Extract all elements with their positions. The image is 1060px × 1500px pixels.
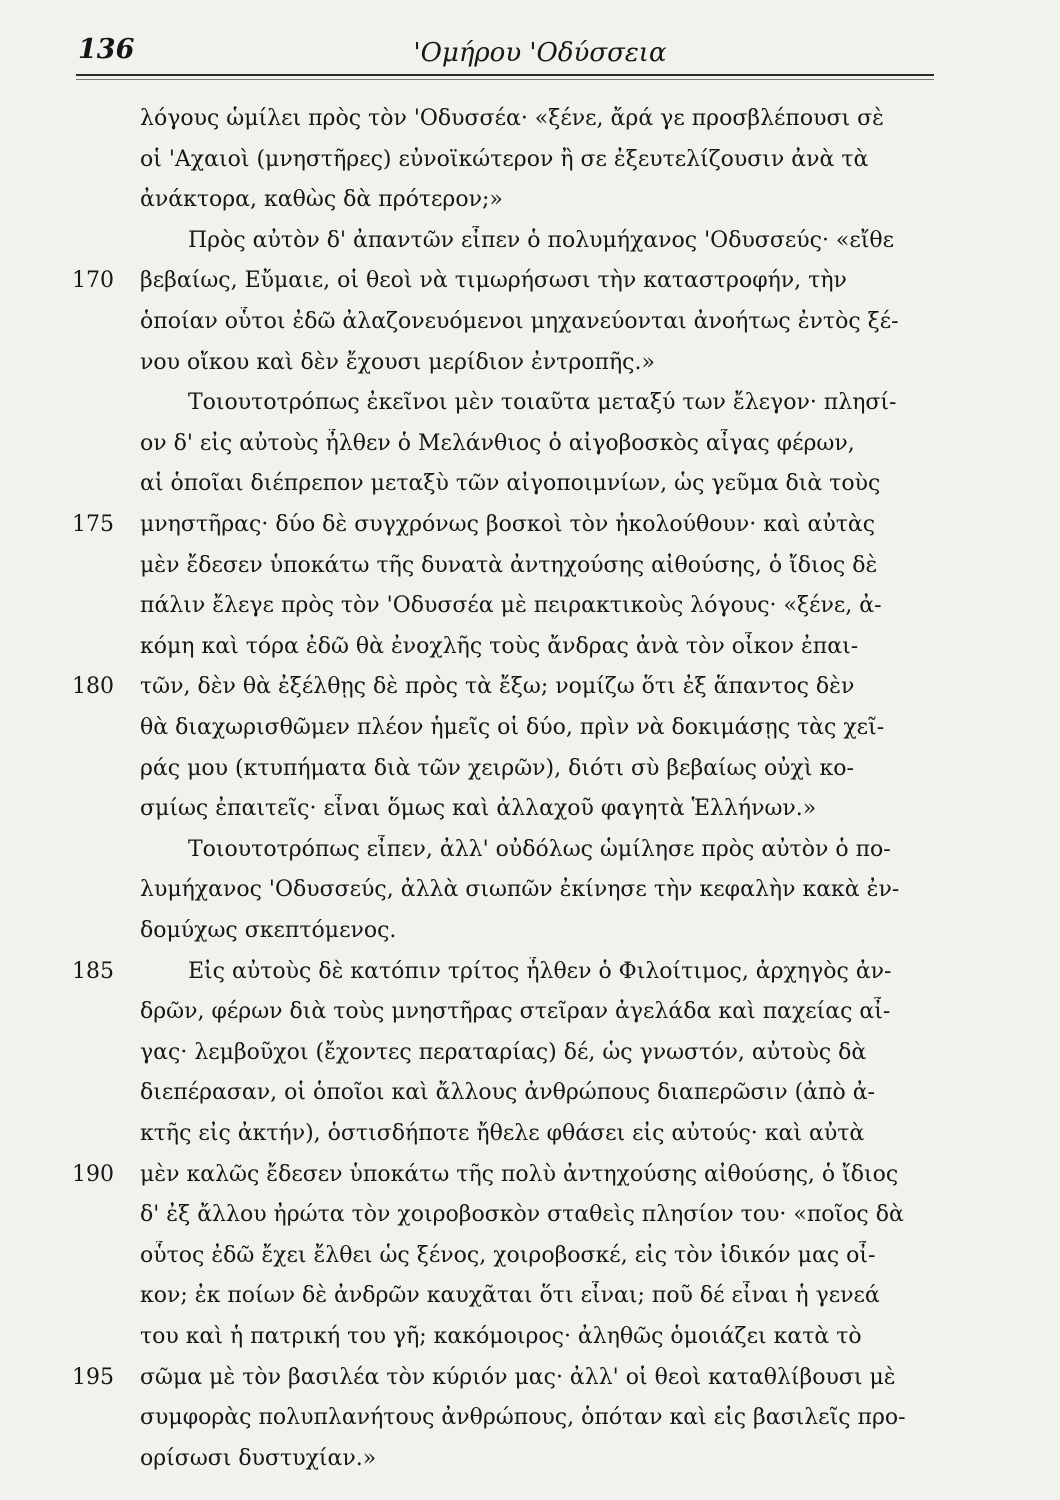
line-number: 195 (72, 1365, 114, 1390)
text-line: νου οἴκου καὶ δὲν ἔχουσι μερίδιον ἐντροπῆς.» (140, 350, 655, 375)
text-line: κον; ἐκ ποίων δὲ ἀνδρῶν καυχᾶται ὅτι εἶναι; ποῦ δέ εἶναι ἡ γενεά (140, 1283, 880, 1308)
text-line: θὰ διαχωρισθῶμεν πλέον ἡμεῖς οἱ δύο, πρὶν νὰ δοκιμάσῃς τὰς χεῖ- (140, 715, 885, 740)
text-line: συμφορὰς πολυπλανήτους ἀνθρώπους, ὁπόταν καὶ εἰς βασιλεῖς προ- (140, 1405, 906, 1430)
header-rule-thin (76, 79, 934, 80)
line-number: 180 (72, 674, 114, 699)
text-line: γας· λεμβοῦχοι (ἔχοντες περαταρίας) δέ, ὡς γνωστόν, αὐτοὺς δὰ (140, 1040, 867, 1065)
text-line: μνηστῆρας· δύο δὲ συγχρόνως βοσκοὶ τὸν ἠκολούθουν· καὶ αὐτὰς (140, 512, 876, 537)
text-line: μὲν ἔδεσεν ὑποκάτω τῆς δυνατὰ ἀντηχούσης αἰθούσης, ὁ ἴδιος δὲ (140, 553, 878, 578)
running-head: 'Ομήρου 'Οδύσσεια (413, 38, 667, 68)
text-line: τῶν, δὲν θὰ ἐξέλθῃς δὲ πρὸς τὰ ἔξω; νομίζω ὅτι ἐξ ἅπαντος δὲν (140, 674, 855, 699)
text-line: αἱ ὁποῖαι διέπρεπον μεταξὺ τῶν αἰγοποιμνίων, ὡς γεῦμα διὰ τοὺς (140, 471, 881, 496)
line-number: 175 (72, 512, 114, 537)
text-line: ον δ' εἰς αὐτοὺς ἦλθεν ὁ Μελάνθιος ὁ αἰγοβοσκὸς αἶγας φέρων, (140, 431, 855, 456)
text-line: δρῶν, φέρων διὰ τοὺς μνηστῆρας στεῖραν ἀγελάδα καὶ παχείας αἶ- (140, 999, 891, 1024)
text-line: σῶμα μὲ τὸν βασιλέα τὸν κύριόν μας· ἀλλ' οἱ θεοὶ καταθλίβουσι μὲ (140, 1365, 896, 1390)
page-number: 136 (78, 34, 135, 65)
text-line: βεβαίως, Εὔμαιε, οἱ θεοὶ νὰ τιμωρήσωσι τὴν καταστροφήν, τὴν (140, 268, 847, 293)
text-line: Εἰς αὐτοὺς δὲ κατόπιν τρίτος ἦλθεν ὁ Φιλοίτιμος, ἀρχηγὸς ἀν- (188, 959, 892, 984)
text-line: σμίως ἐπαιτεῖς· εἶναι ὅμως καὶ ἀλλαχοῦ φαγητὰ Ἑλλήνων.» (140, 796, 817, 821)
text-line: ὁποίαν οὗτοι ἐδῶ ἀλαζονευόμενοι μηχανεύονται ἀνοήτως ἐντὸς ξέ- (140, 309, 899, 334)
header-rule (76, 74, 934, 76)
text-line: δ' ἐξ ἄλλου ἠρώτα τὸν χοιροβοσκὸν σταθεὶς πλησίον του· «ποῖος δὰ (140, 1202, 904, 1227)
text-line: Τοιουτοτρόπως ἐκεῖνοι μὲν τοιαῦτα μεταξύ των ἔλεγον· πλησί- (188, 390, 897, 415)
text-line: πάλιν ἔλεγε πρὸς τὸν 'Οδυσσέα μὲ πειρακτικοὺς λόγους· «ξένε, ἀ- (140, 593, 882, 618)
text-line: μὲν καλῶς ἔδεσεν ὑποκάτω τῆς πολὺ ἀντηχούσης αἰθούσης, ὁ ἴδιος (140, 1162, 899, 1187)
text-line: ἀνάκτορα, καθὼς δὰ πρότερον;» (140, 187, 503, 212)
text-line: λυμήχανος 'Οδυσσεύς, ἀλλὰ σιωπῶν ἐκίνησε τὴν κεφαλὴν κακὰ ἐν- (140, 877, 900, 902)
text-line: κτῆς εἰς ἀκτήν), ὁστισδήποτε ἤθελε φθάσει εἰς αὐτούς· καὶ αὐτὰ (140, 1121, 865, 1146)
text-line: Πρὸς αὐτὸν δ' ἀπαντῶν εἶπεν ὁ πολυμήχανος 'Οδυσσεύς· «εἴθε (188, 228, 895, 253)
text-line: ράς μου (κτυπήματα διὰ τῶν χειρῶν), διότι σὺ βεβαίως οὐχὶ κο- (140, 756, 854, 781)
text-line: οὗτος ἐδῶ ἔχει ἔλθει ὡς ξένος, χοιροβοσκέ, εἰς τὸν ἰδικόν μας οἶ- (140, 1243, 876, 1268)
text-line: οἱ 'Αχαιοὶ (μνηστῆρες) εὐνοϊκώτερον ἢ σε ἐξευτελίζουσιν ἀνὰ τὰ (140, 147, 869, 172)
text-line: λόγους ὡμίλει πρὸς τὸν 'Οδυσσέα· «ξένε, ἄρά γε προσβλέπουσι σὲ (140, 106, 884, 131)
line-number: 185 (72, 959, 114, 984)
text-line: κόμη καὶ τόρα ἐδῶ θὰ ἐνοχλῆς τοὺς ἄνδρας ἀνὰ τὸν οἶκον ἐπαι- (140, 634, 859, 659)
text-line: του καὶ ἡ πατρική του γῆ; κακόμοιρος· ἀληθῶς ὁμοιάζει κατὰ τὸ (140, 1324, 862, 1349)
text-line: ορίσωσι δυστυχίαν.» (140, 1446, 377, 1471)
text-line: Τοιουτοτρόπως εἶπεν, ἀλλ' οὐδόλως ὡμίλησε πρὸς αὐτὸν ὁ πο- (188, 837, 891, 862)
text-line: δομύχως σκεπτόμενος. (140, 918, 397, 943)
line-number: 190 (72, 1162, 114, 1187)
line-number: 170 (72, 268, 114, 293)
text-line: διεπέρασαν, οἱ ὁποῖοι καὶ ἄλλους ἀνθρώπους διαπερῶσιν (ἀπὸ ἀ- (140, 1080, 875, 1105)
